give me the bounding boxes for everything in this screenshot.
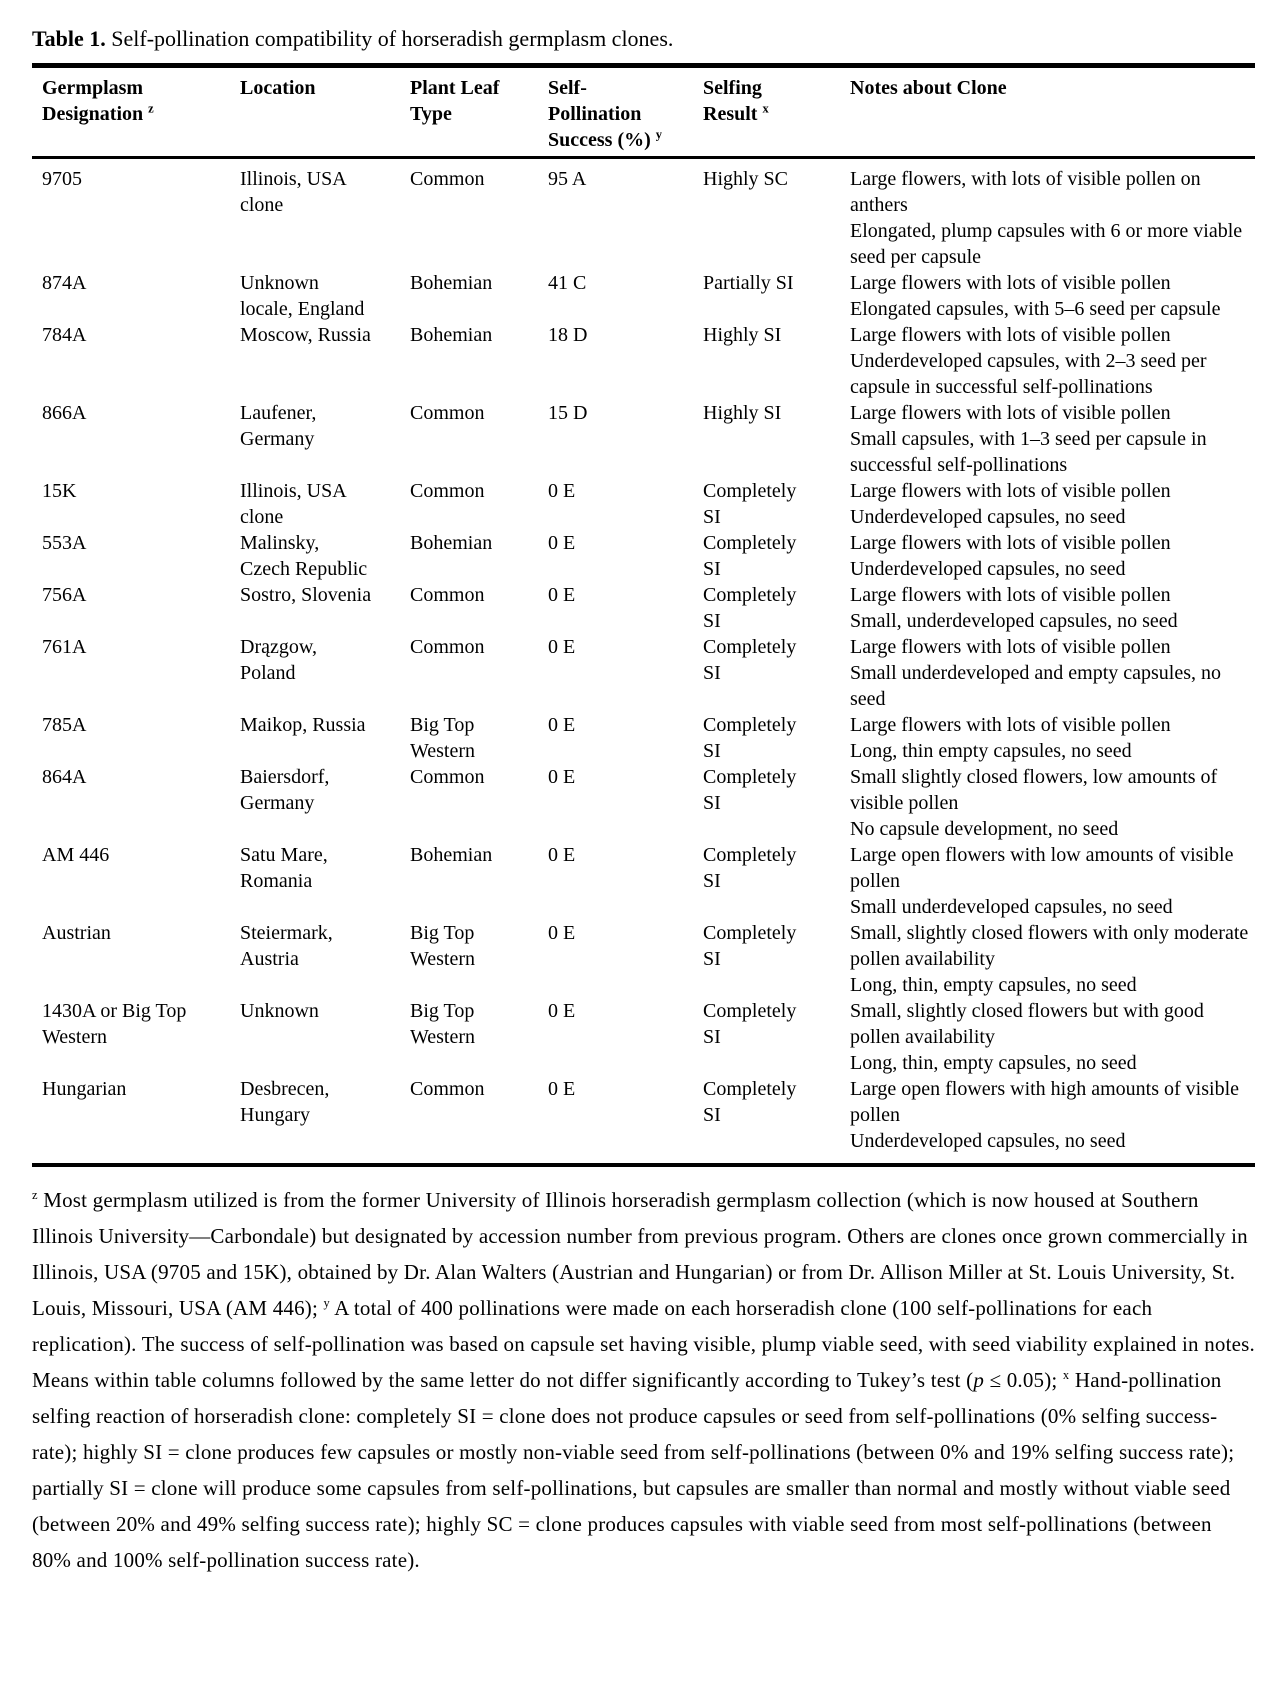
cell-leaf-type (410, 582, 548, 634)
note-paragraph: Elongated capsules, with 5–6 seed per capsule (850, 298, 1221, 320)
cell-selfing-result-line: SI (703, 506, 721, 528)
cell-notes (850, 478, 1252, 530)
cell-selfing-result (703, 582, 850, 634)
cell-selfing-result-line: Highly SI (703, 402, 782, 424)
table-row (32, 270, 1255, 322)
cell-selfing-result (703, 322, 850, 400)
note-paragraph: Large flowers with lots of visible pollen (850, 584, 1171, 606)
table-row (32, 1076, 1255, 1154)
table-footnotes: $^z$ Most germplasm utilized is from the former University of Illinois horseradish germplasm collection (which is now housed at Southern Illinois University—Carbondale) but designated by accession number from previous program. Others are clones once grown commercially in Illinois, USA (9705 and 15K), obtained by Dr. Alan Walters (Austrian and Hungarian) or from Dr. Allison Miller at St. Louis University, St. Louis, Missouri, USA (AM 446); $^y$ A total of 400 pollinations were made on each horseradish clone (100 self-pollinations for each replication). The success of self-pollination was based on capsule set having visible, plump viable seed, with seed viability explained in notes. Means within table columns followed by the same letter do not differ significantly according to Tukey’s test (p ≤ 0.05); $^x$ Hand-pollination selfing reaction of horseradish clone: completely SI = clone does not produce capsules or seed from self-pollinations (0% selfing success-rate); highly SI = clone produces few capsules or mostly non-viable seed from self-pollinations (between 0% and 19% selfing success rate); partially SI = clone will produce some capsules from self-pollinations, but capsules are smaller than normal and mostly without viable seed (between 20% and 49% selfing success rate); highly SC = clone produces capsules with viable seed from most self-pollinations (between 80% and 100% self-pollination success rate). (32, 1188, 1255, 1572)
cell-notes (850, 634, 1252, 712)
cell-location-line: Germany (240, 792, 315, 814)
cell-leaf-type-line: Big Top (410, 922, 475, 944)
table-row (32, 920, 1255, 998)
cell-notes (850, 582, 1252, 634)
cell-designation-line: 553A (42, 532, 87, 554)
cell-success: 0 E (548, 532, 576, 554)
cell-location-line: Unknown (240, 272, 319, 294)
header-line: Selfing (703, 77, 762, 99)
cell-leaf-type-line: Big Top (410, 714, 475, 736)
cell-notes (850, 712, 1252, 764)
column-header-location (240, 75, 410, 153)
cell-location-line: Unknown (240, 1000, 319, 1022)
cell-location-line: Illinois, USA (240, 168, 347, 190)
cell-selfing-result-line: SI (703, 558, 721, 580)
cell-selfing-result-line: Completely (703, 766, 797, 788)
note-paragraph: Underdeveloped capsules, no seed (850, 558, 1126, 580)
cell-leaf-type-line: Bohemian (410, 324, 493, 346)
cell-designation-line: 9705 (42, 168, 82, 190)
cell-selfing-result-line: SI (703, 870, 721, 892)
cell-location-line: Sostro, Slovenia (240, 584, 372, 606)
cell-designation (42, 712, 240, 764)
cell-leaf-type-line: Common (410, 168, 485, 190)
cell-location (240, 998, 410, 1076)
table-row (32, 582, 1255, 634)
table-row (32, 530, 1255, 582)
cell-leaf-type (410, 998, 548, 1076)
cell-location (240, 634, 410, 712)
column-header-success (548, 75, 703, 153)
cell-selfing-result (703, 270, 850, 322)
cell-location-line: Romania (240, 870, 313, 892)
table-row (32, 764, 1255, 842)
note-paragraph: Small, underdeveloped capsules, no seed (850, 610, 1178, 632)
cell-designation-line: 874A (42, 272, 87, 294)
cell-selfing-result (703, 1076, 850, 1154)
cell-success: 18 D (548, 324, 588, 346)
table-row (32, 712, 1255, 764)
cell-success: 0 E (548, 844, 576, 866)
cell-leaf-type (410, 920, 548, 998)
cell-selfing-result-line: SI (703, 740, 721, 762)
cell-designation-line: Hungarian (42, 1078, 127, 1100)
cell-leaf-type-line: Western (410, 740, 476, 762)
column-header-notes (850, 75, 1252, 153)
cell-designation (42, 842, 240, 920)
cell-notes (850, 166, 1252, 270)
cell-selfing-result-line: SI (703, 792, 721, 814)
header-line: Result $^x$ (703, 101, 769, 125)
cell-selfing-result-line: Completely (703, 480, 797, 502)
cell-leaf-type (410, 764, 548, 842)
cell-success: 41 C (548, 272, 587, 294)
cell-location-line: Satu Mare, (240, 844, 328, 866)
cell-selfing-result-line: Highly SI (703, 324, 782, 346)
cell-location-line: clone (240, 506, 284, 528)
cell-location (240, 920, 410, 998)
cell-notes (850, 998, 1252, 1076)
cell-leaf-type (410, 634, 548, 712)
table-body (32, 159, 1255, 1163)
cell-location (240, 478, 410, 530)
header-line: Pollination (548, 103, 642, 125)
cell-designation-line: 864A (42, 766, 87, 788)
cell-location-line: locale, England (240, 298, 365, 320)
note-paragraph: Large flowers with lots of visible pollen (850, 636, 1171, 658)
cell-designation (42, 582, 240, 634)
note-paragraph: Large flowers with lots of visible pollen (850, 532, 1171, 554)
cell-selfing-result-line: Completely (703, 584, 797, 606)
table-row (32, 166, 1255, 270)
footnote-marker-z: z (32, 1188, 38, 1202)
table-row (32, 998, 1255, 1076)
cell-designation-line: Austrian (42, 922, 111, 944)
table-row (32, 634, 1255, 712)
cell-success: 95 A (548, 168, 587, 190)
footnote-marker-y: y (655, 127, 663, 142)
cell-designation (42, 764, 240, 842)
cell-selfing-result (703, 400, 850, 478)
cell-selfing-result (703, 478, 850, 530)
table-row (32, 322, 1255, 400)
cell-notes (850, 1076, 1252, 1154)
cell-selfing-result (703, 842, 850, 920)
table-caption-text: Self-pollination compatibility of horseradish germplasm clones. (105, 26, 674, 51)
cell-leaf-type-line: Big Top (410, 1000, 475, 1022)
note-paragraph: Large flowers, with lots of visible pollen on anthers (850, 168, 1201, 216)
cell-selfing-result-line: Completely (703, 844, 797, 866)
cell-location-line: Poland (240, 662, 296, 684)
note-paragraph: Underdeveloped capsules, no seed (850, 1130, 1126, 1152)
cell-designation-line: 15K (42, 480, 77, 502)
cell-designation-line: 1430A or Big Top (42, 1000, 187, 1022)
note-paragraph: Long, thin, empty capsules, no seed (850, 974, 1137, 996)
note-paragraph: No capsule development, no seed (850, 818, 1119, 840)
note-paragraph: Large flowers with lots of visible pollen (850, 324, 1171, 346)
cell-leaf-type-line: Bohemian (410, 272, 493, 294)
cell-location-line: Desbrecen, (240, 1078, 330, 1100)
cell-success: 0 E (548, 922, 576, 944)
cell-success: 0 E (548, 1078, 576, 1100)
cell-notes (850, 530, 1252, 582)
cell-selfing-result-line: Partially SI (703, 272, 794, 294)
cell-success: 0 E (548, 636, 576, 658)
header-line: Notes about Clone (850, 77, 1007, 99)
cell-location (240, 582, 410, 634)
cell-location-line: Czech Republic (240, 558, 368, 580)
cell-designation (42, 530, 240, 582)
cell-notes (850, 920, 1252, 998)
cell-designation-line: AM 446 (42, 844, 110, 866)
note-paragraph: Long, thin, empty capsules, no seed (850, 1052, 1137, 1074)
footnote-marker-z: z (148, 101, 154, 116)
cell-selfing-result-line: SI (703, 1104, 721, 1126)
cell-selfing-result (703, 712, 850, 764)
cell-leaf-type (410, 1076, 548, 1154)
header-line: Germplasm (42, 77, 144, 99)
cell-leaf-type (410, 712, 548, 764)
cell-leaf-type-line: Common (410, 584, 485, 606)
cell-location-line: Drązgow, (240, 636, 318, 658)
cell-selfing-result-line: Highly SC (703, 168, 789, 190)
cell-location (240, 400, 410, 478)
cell-selfing-result (703, 530, 850, 582)
cell-designation (42, 920, 240, 998)
cell-leaf-type-line: Common (410, 636, 485, 658)
footnote-marker-y: y (323, 1296, 330, 1310)
table-title (32, 24, 1255, 54)
note-paragraph: Underdeveloped capsules, no seed (850, 506, 1126, 528)
note-paragraph: Underdeveloped capsules, with 2–3 seed per capsule in successful self-pollinations (850, 350, 1207, 398)
cell-designation (42, 400, 240, 478)
cell-location-line: Malinsky, (240, 532, 320, 554)
cell-leaf-type-line: Common (410, 480, 485, 502)
cell-selfing-result (703, 764, 850, 842)
cell-selfing-result-line: SI (703, 662, 721, 684)
cell-leaf-type-line: Common (410, 402, 485, 424)
cell-designation-line: 866A (42, 402, 87, 424)
cell-selfing-result (703, 998, 850, 1076)
cell-location-line: clone (240, 194, 284, 216)
cell-location-line: Germany (240, 428, 315, 450)
cell-selfing-result (703, 634, 850, 712)
note-paragraph: Small underdeveloped capsules, no seed (850, 896, 1173, 918)
cell-location (240, 842, 410, 920)
note-paragraph: Small capsules, with 1–3 seed per capsule in successful self-pollinations (850, 428, 1207, 476)
cell-leaf-type (410, 530, 548, 582)
header-line: Location (240, 77, 316, 99)
header-line: Success (%) $^y$ (548, 127, 663, 151)
cell-designation (42, 634, 240, 712)
note-paragraph: Large open flowers with high amounts of visible pollen (850, 1078, 1240, 1126)
cell-selfing-result-line: Completely (703, 532, 797, 554)
table-row (32, 478, 1255, 530)
cell-selfing-result-line: Completely (703, 922, 797, 944)
cell-designation-line: 784A (42, 324, 87, 346)
cell-location-line: Hungary (240, 1104, 310, 1126)
cell-location-line: Maikop, Russia (240, 714, 366, 736)
cell-notes (850, 842, 1252, 920)
cell-leaf-type (410, 270, 548, 322)
cell-designation (42, 270, 240, 322)
table-row (32, 400, 1255, 478)
footnote-marker-x: x (762, 101, 769, 116)
note-paragraph: Small, slightly closed flowers but with good pollen availability (850, 1000, 1204, 1048)
cell-success: 0 E (548, 714, 576, 736)
cell-leaf-type-line: Common (410, 1078, 485, 1100)
cell-success: 0 E (548, 766, 576, 788)
cell-location (240, 166, 410, 270)
cell-designation (42, 1076, 240, 1154)
cell-leaf-type (410, 842, 548, 920)
cell-leaf-type (410, 322, 548, 400)
footnote-marker-x: x (1062, 1368, 1070, 1382)
column-header-designation (42, 75, 240, 153)
cell-leaf-type (410, 400, 548, 478)
cell-success: 0 E (548, 480, 576, 502)
cell-location (240, 270, 410, 322)
header-line: Plant Leaf (410, 77, 500, 99)
cell-leaf-type (410, 166, 548, 270)
cell-location (240, 712, 410, 764)
cell-designation-line: 756A (42, 584, 87, 606)
cell-location-line: Baiersdorf, (240, 766, 330, 788)
note-paragraph: Long, thin empty capsules, no seed (850, 740, 1132, 762)
cell-notes (850, 400, 1252, 478)
note-paragraph: Elongated, plump capsules with 6 or more viable seed per capsule (850, 220, 1243, 268)
column-header-leaf-type (410, 75, 548, 153)
cell-designation (42, 322, 240, 400)
table-row (32, 842, 1255, 920)
cell-designation (42, 998, 240, 1076)
italic-p-symbol: p (973, 1368, 985, 1392)
cell-designation (42, 166, 240, 270)
note-paragraph: Small slightly closed flowers, low amounts of visible pollen (850, 766, 1218, 814)
column-header-result (703, 75, 850, 153)
cell-selfing-result-line: SI (703, 610, 721, 632)
note-paragraph: Large flowers with lots of visible pollen (850, 480, 1171, 502)
cell-location-line: Moscow, Russia (240, 324, 371, 346)
note-paragraph: Large flowers with lots of visible pollen (850, 402, 1171, 424)
cell-leaf-type (410, 478, 548, 530)
cell-selfing-result-line: Completely (703, 636, 797, 658)
cell-leaf-type-line: Bohemian (410, 532, 493, 554)
note-paragraph: Large flowers with lots of visible pollen (850, 714, 1171, 736)
cell-designation (42, 478, 240, 530)
header-line: Type (410, 103, 452, 125)
cell-designation-line: 761A (42, 636, 87, 658)
cell-designation-line: 785A (42, 714, 87, 736)
cell-designation-line: Western (42, 1026, 108, 1048)
cell-selfing-result-line: Completely (703, 1000, 797, 1022)
cell-notes (850, 322, 1252, 400)
note-paragraph: Small underdeveloped and empty capsules, no seed (850, 662, 1222, 710)
header-line: Self- (548, 77, 587, 99)
cell-location-line: Laufener, (240, 402, 317, 424)
cell-notes (850, 270, 1252, 322)
cell-success: 0 E (548, 1000, 576, 1022)
note-paragraph: Small, slightly closed flowers with only moderate pollen availability (850, 922, 1249, 970)
cell-location-line: Illinois, USA (240, 480, 347, 502)
cell-location (240, 1076, 410, 1154)
cell-notes (850, 764, 1252, 842)
note-paragraph: Large flowers with lots of visible pollen (850, 272, 1171, 294)
germplasm-table (32, 63, 1255, 1167)
cell-leaf-type-line: Bohemian (410, 844, 493, 866)
cell-selfing-result-line: Completely (703, 714, 797, 736)
table-header-row (32, 68, 1255, 159)
table-number-label: Table 1. (32, 26, 106, 51)
cell-leaf-type-line: Western (410, 1026, 476, 1048)
header-line: Designation $^z$ (42, 101, 154, 125)
note-paragraph: Large open flowers with low amounts of visible pollen (850, 844, 1234, 892)
cell-location (240, 530, 410, 582)
cell-location (240, 764, 410, 842)
cell-location-line: Austria (240, 948, 299, 970)
cell-location (240, 322, 410, 400)
cell-selfing-result-line: SI (703, 1026, 721, 1048)
cell-selfing-result-line: Completely (703, 1078, 797, 1100)
cell-selfing-result (703, 920, 850, 998)
cell-success: 0 E (548, 584, 576, 606)
cell-leaf-type-line: Common (410, 766, 485, 788)
cell-leaf-type-line: Western (410, 948, 476, 970)
cell-success: 15 D (548, 402, 588, 424)
cell-location-line: Steiermark, (240, 922, 333, 944)
cell-selfing-result (703, 166, 850, 270)
cell-selfing-result-line: SI (703, 948, 721, 970)
